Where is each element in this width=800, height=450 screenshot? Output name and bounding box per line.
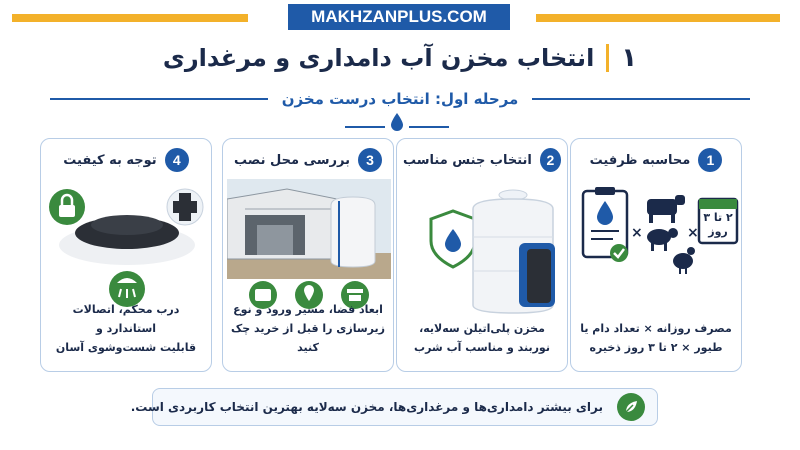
- cow-icon: [647, 195, 685, 223]
- capacity-illustration: [575, 179, 739, 319]
- clipboard-icon: [583, 187, 628, 262]
- card-title: توجه به کیفیت: [63, 152, 157, 168]
- stage-label: مرحله اول: انتخاب درست مخزن: [281, 90, 519, 108]
- footer-text: برای بیشتر دامداری‌ها و مرغداری‌ها، مخزن سه‌لایه بهترین انتخاب کاربردی است.: [130, 400, 603, 414]
- footer-note: [130, 388, 658, 426]
- card-line-2: زیرسازی را قبل از خرید چک کنید: [231, 322, 385, 354]
- leaf-icon: [617, 393, 645, 421]
- barn-illustration: [227, 179, 391, 319]
- card-line-1: درب محکم، اتصالات استاندارد و: [72, 303, 180, 335]
- card-title: انتخاب جنس مناسب: [403, 152, 532, 168]
- card-head: [229, 147, 387, 173]
- header: [0, 40, 800, 76]
- brand-banner[interactable]: MAKHZANPLUS.COM: [288, 4, 510, 30]
- card-head: [403, 147, 561, 173]
- card-line-2: قابلیت شست‌وشوی آسان: [55, 341, 197, 354]
- top-stripe-left: [12, 14, 248, 22]
- card-line-1: ابعاد فضا، مسیر ورود و نوع: [233, 303, 383, 316]
- card-number-badge: 2: [540, 148, 561, 172]
- top-stripe-right: [536, 14, 780, 22]
- card-line-2: نوربند و مناسب آب شرب: [414, 341, 550, 354]
- divider-left: [345, 126, 385, 128]
- card-installation: [222, 138, 394, 372]
- card-description: [47, 300, 205, 357]
- card-line-1: مخزن پلی‌اتیلن سه‌لایه،: [419, 322, 545, 335]
- card-quality: [40, 138, 212, 372]
- sheep-icon: [647, 228, 678, 251]
- stage-line-left: [50, 98, 268, 100]
- calendar-days: ۲ تا ۳: [703, 211, 733, 224]
- hen-icon: [673, 247, 695, 274]
- lock-icon: [49, 189, 85, 225]
- card-line-1: مصرف روزانه × تعداد دام یا: [580, 322, 732, 335]
- card-capacity: [570, 138, 742, 372]
- water-drop-icon: [389, 112, 405, 132]
- stage-line-right: [532, 98, 750, 100]
- tank-illustration: [401, 179, 565, 319]
- shield-icon: [431, 211, 475, 267]
- title-number: ۱: [621, 43, 638, 73]
- card-number-badge: 1: [698, 148, 722, 172]
- card-title: محاسبه ظرفیت: [589, 152, 691, 168]
- card-line-2: طیور × ۲ تا ۳ روز ذخیره: [589, 341, 723, 354]
- card-head: [577, 147, 735, 173]
- title-separator: [606, 44, 609, 72]
- card-art: [227, 179, 389, 319]
- card-head: [47, 147, 205, 173]
- stage-row: [50, 88, 750, 110]
- divider-right: [409, 126, 449, 128]
- card-description: [229, 300, 387, 357]
- card-description: [403, 319, 561, 357]
- card-number-badge: 3: [358, 148, 382, 172]
- calendar-unit: روز: [708, 225, 728, 238]
- multiply-sign-2: ×: [687, 225, 699, 241]
- water-tank-icon: [473, 190, 555, 313]
- card-title: بررسی محل نصب: [234, 152, 350, 168]
- quality-illustration: [45, 179, 209, 319]
- page-title: انتخاب مخزن آب دامداری و مرغداری: [162, 44, 595, 72]
- multiply-sign-1: ×: [631, 225, 643, 241]
- pipe-fitting-icon: [167, 189, 203, 225]
- card-art: [401, 179, 563, 319]
- water-tank-icon: [331, 197, 375, 267]
- tank-lid-icon: [59, 215, 195, 265]
- card-art: [45, 179, 207, 319]
- card-description: [577, 319, 735, 357]
- card-material: [396, 138, 568, 372]
- card-art: [575, 179, 737, 319]
- card-number-badge: 4: [165, 148, 189, 172]
